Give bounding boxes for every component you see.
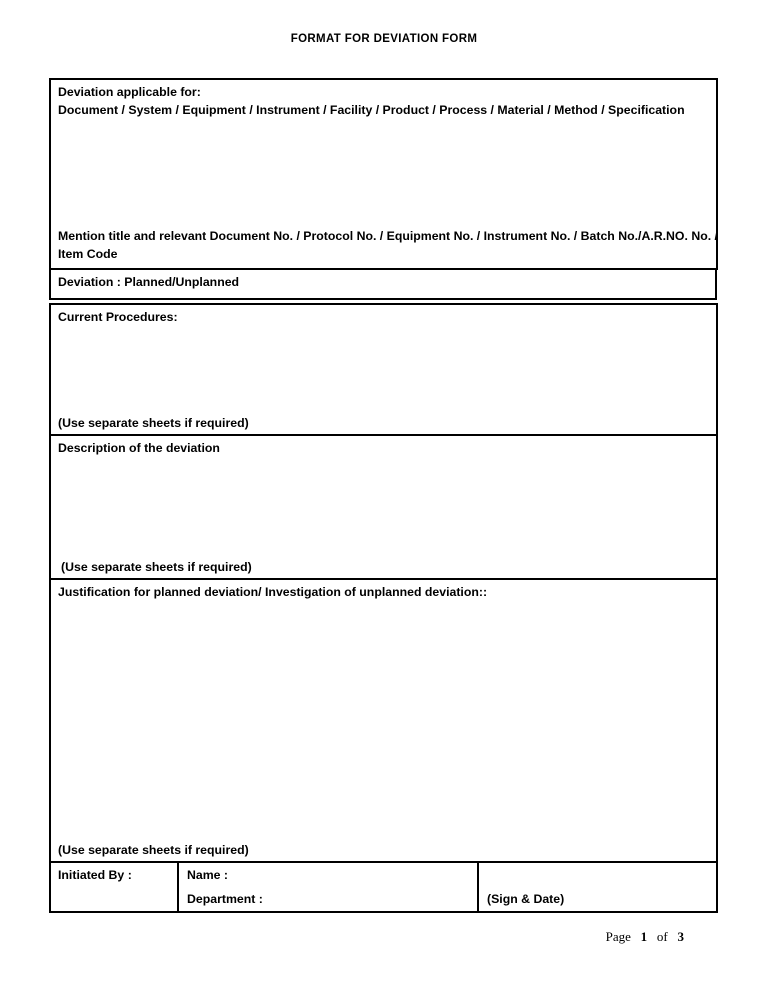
mention-title-group — [51, 224, 723, 263]
footer-total-pages: 3 — [677, 929, 684, 944]
sign-and-date-label: (Sign & Date) — [487, 892, 565, 906]
section-justification — [49, 580, 718, 863]
justification-heading: Justification for planned deviation/ Investigation of unplanned deviation:: — [58, 585, 488, 599]
description-heading: Description of the deviation — [58, 441, 220, 455]
page-title: FORMAT FOR DEVIATION FORM — [290, 33, 478, 45]
department-label: Department : — [187, 892, 263, 906]
signature-cell-name-department — [179, 863, 479, 911]
page-footer — [0, 929, 684, 945]
signature-cell-sign-date — [479, 863, 716, 911]
mention-title-text: Mention title and relevant Document No. / Protocol No. / Equipment No. / Instrument No. / Batch No./A.R.NO. No. / Item Code — [58, 229, 718, 261]
initiated-by-label: Initiated By : — [58, 868, 132, 882]
justification-note: (Use separate sheets if required) — [58, 843, 249, 857]
footer-page-word: Page — [605, 929, 631, 944]
section-current-procedures — [49, 303, 718, 436]
deviation-form — [49, 78, 718, 913]
section-description-of-deviation — [49, 436, 718, 580]
footer-of-word: of — [656, 929, 668, 944]
deviation-type-label: Deviation : Planned/Unplanned — [58, 275, 240, 289]
description-note: (Use separate sheets if required) — [61, 560, 252, 574]
current-procedures-heading: Current Procedures: — [58, 310, 178, 324]
section-deviation-applicable-for — [49, 78, 718, 270]
applicable-for-heading: Deviation applicable for: — [58, 85, 201, 99]
current-procedures-note: (Use separate sheets if required) — [58, 416, 249, 430]
signature-table — [49, 863, 718, 913]
applicable-for-options: Document / System / Equipment / Instrument / Facility / Product / Process / Material / Method / Specification — [58, 102, 685, 117]
applicable-for-text-group — [51, 80, 716, 119]
signature-cell-initiated-by — [51, 863, 179, 911]
section-deviation-type — [49, 270, 717, 300]
footer-current-page: 1 — [640, 929, 648, 944]
name-label: Name : — [187, 868, 229, 882]
